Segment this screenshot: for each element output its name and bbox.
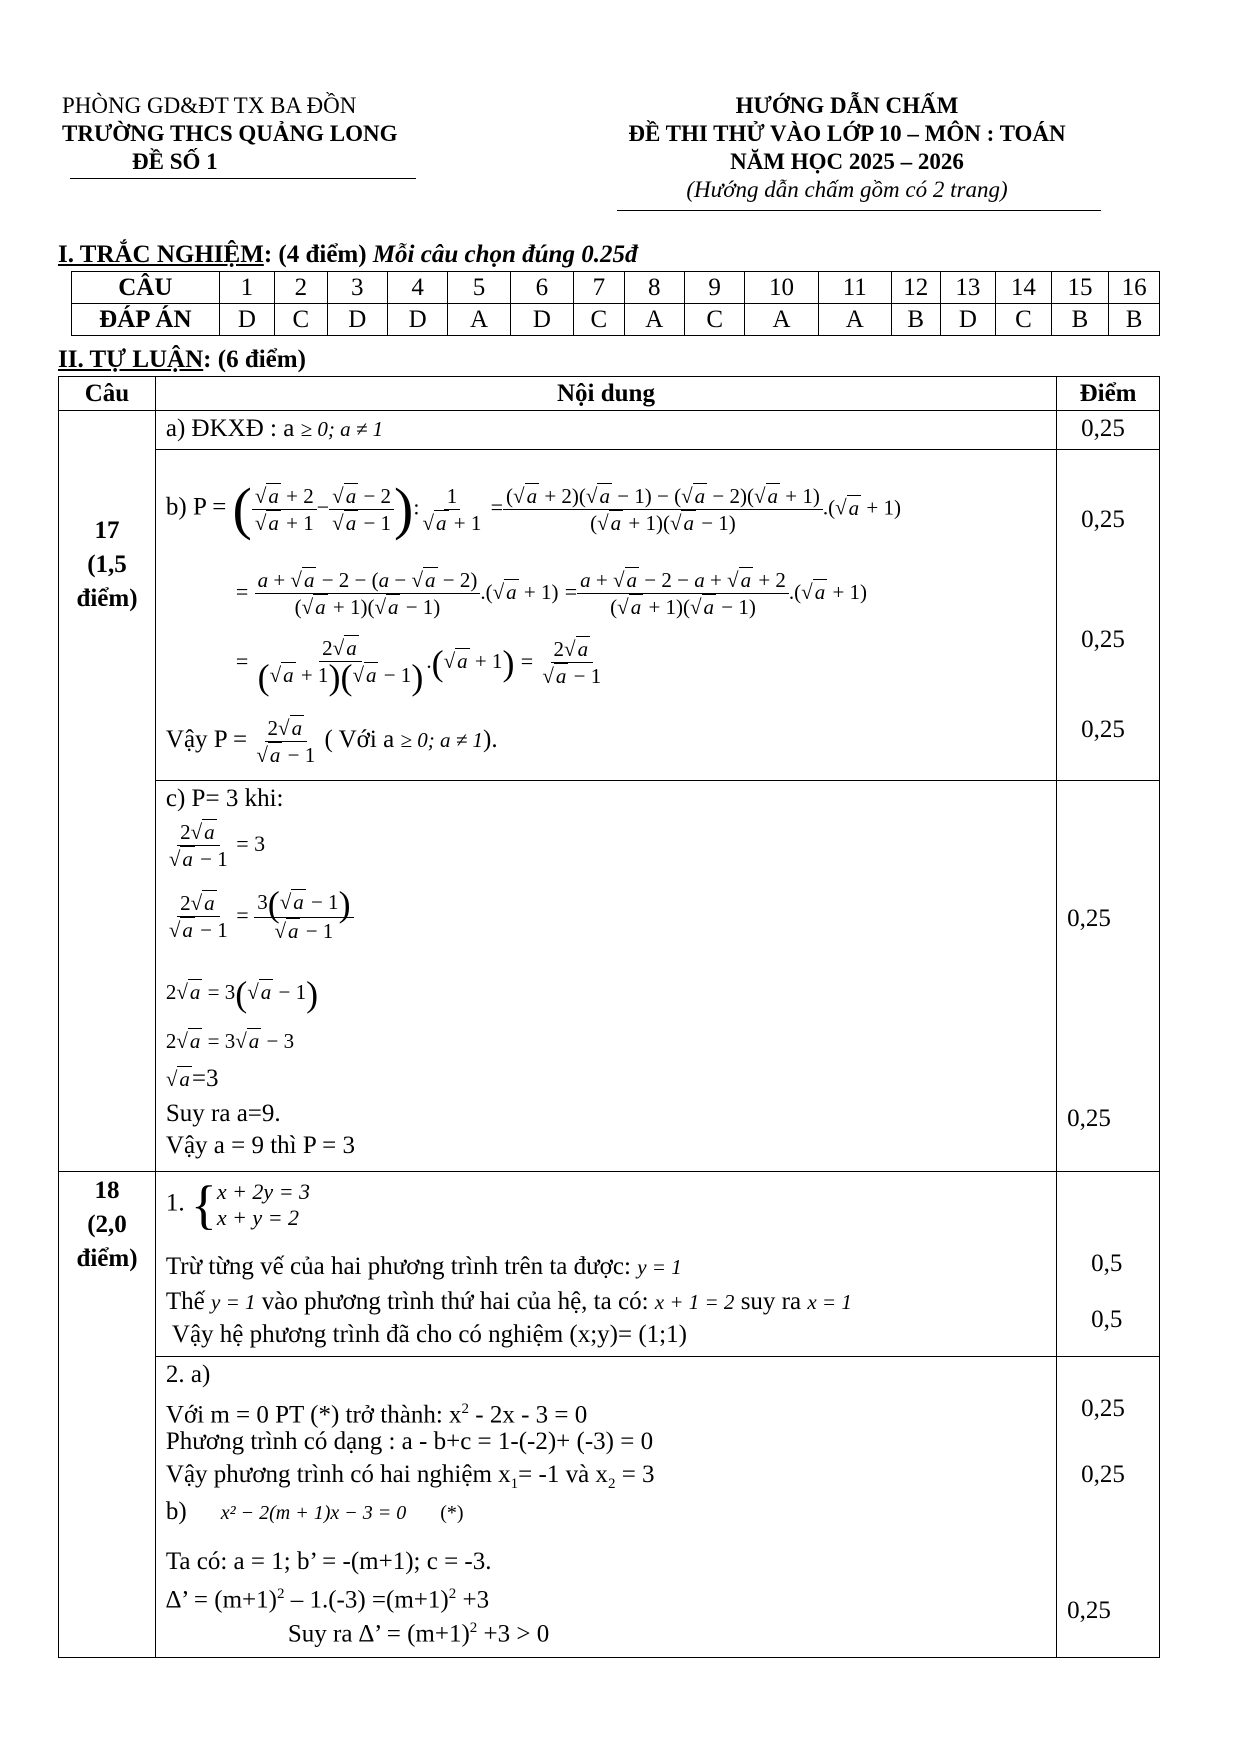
q-cell: 1: [219, 272, 274, 304]
essay-header-row: [59, 377, 1160, 411]
answer-cell: D: [940, 304, 996, 336]
q17b-line2: = $\frac{a + √a - 2 - (a - √a - 2)}{(√a + 1)(√a - 1)}$ .(√a + 1) = $\frac{a + √a - 2 - a + √a + 2}{(√a + 1)(√a - 1)}$ .(√a + 1): [235, 568, 868, 619]
q-cell: 10: [745, 272, 818, 304]
q17c-content: [155, 781, 1056, 1172]
page-note: (Hướng dẫn chấm gồm có 2 trang): [686, 177, 1008, 202]
q-cell: 12: [891, 272, 940, 304]
row-label-cau: CÂU: [72, 272, 220, 304]
q17c-vay: Vậy a = 9 thì P = 3: [165, 1132, 355, 1159]
q-cell: 14: [996, 272, 1052, 304]
q17-points-label: (1,5: [87, 551, 127, 578]
col-header-diem: Điểm: [1057, 377, 1160, 411]
q17a-row: [59, 411, 1160, 450]
answer-cell: B: [1051, 304, 1109, 336]
answer-cell: A: [745, 304, 818, 336]
q18-2a-line3: Vậy phương trình có hai nghiệm $x_1= -1$ và $x_2 = 3$: [165, 1461, 655, 1492]
q18-2-row: [59, 1357, 1160, 1658]
q-cell: 13: [940, 272, 996, 304]
right-header-rule: [617, 210, 1101, 211]
q17c-step2: $\frac{2√a}{√a - 1}$ = $\frac{3(√a - 1)}{√a - 1}$: [166, 889, 354, 944]
q17c-step1: $\frac{2√a}{√a - 1}$ = 3: [168, 820, 266, 871]
q18-2a-line2: Phương trình có dạng : a - b+c = 1-(-2)+ (-3) = 0: [165, 1428, 654, 1455]
q17a-points: 0,25: [1057, 411, 1160, 450]
answer-key-row-questions: [72, 272, 1160, 304]
q17b-content: [155, 450, 1056, 781]
q18-2b-suyra: Suy ra ∆’ = $(m+1)^2 +3 > 0$: [287, 1620, 550, 1648]
col-header-noi-dung: Nội dung: [155, 377, 1056, 411]
q17-diem-label: điểm): [76, 585, 138, 612]
guide-title: HƯỚNG DẪN CHẤM: [735, 93, 959, 118]
answer-cell: D: [510, 304, 573, 336]
q18-2b-eq: b) x² − 2(m + 1)x − 3 = 0 (*): [165, 1498, 464, 1525]
answer-key-row-answers: [72, 304, 1160, 336]
exam-number: ĐỀ SỐ 1: [132, 149, 218, 174]
q17c-step4: 2√a = 3√a − 3: [165, 1029, 295, 1053]
q-cell: 9: [684, 272, 744, 304]
q18-1-line1: Trừ từng vế của hai phương trình trên ta được: y = 1: [165, 1253, 682, 1280]
answer-cell: A: [624, 304, 684, 336]
exam-title: ĐỀ THI THỬ VÀO LỚP 10 – MÔN : TOÁN: [628, 121, 1066, 146]
school-name: TRƯỜNG THCS QUẢNG LONG: [62, 121, 398, 146]
answer-cell: C: [996, 304, 1052, 336]
q17c-points: 0,25 0,25: [1057, 781, 1160, 1172]
answer-cell: A: [818, 304, 891, 336]
q18-number: 18: [94, 1177, 120, 1204]
q18-2a-line1: Với m = 0 PT (*) trở thành: $x^2 - 2x - 3 = 0$: [165, 1401, 588, 1429]
q18-2b-taco: Ta có: a = 1; b’ = -(m+1); c = -3.: [165, 1548, 492, 1575]
q18-2-content: [155, 1357, 1056, 1658]
q17c-step3: 2√a = 3(√a − 1): [165, 974, 319, 1015]
part1-heading: [58, 241, 637, 269]
q-cell: 11: [818, 272, 891, 304]
answer-cell: B: [1109, 304, 1160, 336]
q17-label-cell: [59, 411, 156, 1172]
q17c-step5: √a=3: [165, 1065, 219, 1092]
q17-number: 17: [94, 517, 120, 544]
essay-table: [58, 376, 1160, 1658]
answer-cell: D: [327, 304, 387, 336]
part2-title: II. TỰ LUẬN: [58, 346, 204, 373]
answer-cell: C: [684, 304, 744, 336]
q-cell: 3: [327, 272, 387, 304]
school-dept: PHÒNG GD&ĐT TX BA ĐỒN: [62, 93, 357, 118]
q18-label-cell: [59, 1172, 156, 1658]
q17c-title: c) P= 3 khi:: [165, 785, 284, 812]
q17b-line3: = $\frac{2√a}{(√a + 1)(√a - 1)}$ .(√a + 1) = $\frac{2√a}{√a - 1}$: [235, 636, 602, 698]
q18-1-line3: Vậy hệ phương trình đã cho có nghiệm (x;y)= (1;1): [171, 1321, 687, 1348]
answer-cell: D: [219, 304, 274, 336]
answer-cell: D: [387, 304, 447, 336]
answer-cell: B: [891, 304, 940, 336]
col-header-cau: Câu: [59, 377, 156, 411]
q18-1-points: 0,5 0,5: [1057, 1172, 1160, 1357]
q18-2a-title: 2. a): [165, 1361, 211, 1388]
part2-heading: [58, 346, 306, 374]
q17b-line1: b) P = ( $\frac{√a + 2}{√a + 1}$ − $\frac{√a - 2}{√a - 1}$ ): $\frac{1}{√a + 1}$ = $\frac{(√a + 2)(√a - 1) - (√a - 2)(√a + 1)}{(√a + 1)(√a - 1)}$ .(√a + 1): [165, 476, 901, 541]
q17b-conclusion: Vậy P = $\frac{2√a}{√a - 1}$ ( Với a ≥ 0; a ≠ 1).: [165, 716, 498, 767]
q17c-suyra: Suy ra a=9.: [165, 1100, 281, 1127]
q18-system: 1. { x + 2y = 3 x + y = 2: [165, 1175, 311, 1235]
q-cell: 8: [624, 272, 684, 304]
q17b-row: [59, 450, 1160, 781]
school-year: NĂM HỌC 2025 – 2026: [730, 149, 964, 174]
q-cell: 6: [510, 272, 573, 304]
q17a-text: a) ĐKXĐ : a ≥ 0; a ≠ 1: [165, 415, 384, 442]
q17a-content: [155, 411, 1056, 450]
q-cell: 2: [275, 272, 327, 304]
q-cell: 4: [387, 272, 447, 304]
q17b-points: 0,25 0,25 0,25: [1057, 450, 1160, 781]
q-cell: 7: [574, 272, 625, 304]
q18-diem-label: điểm): [76, 1245, 138, 1272]
part1-note: Mỗi câu chọn đúng 0.25đ: [372, 241, 638, 268]
q-cell: 15: [1051, 272, 1109, 304]
left-header-rule: [70, 178, 416, 179]
answer-key-table: [71, 271, 1160, 336]
q18-1-line2: Thế y = 1 vào phương trình thứ hai của hệ, ta có: x + 1 = 2 suy ra x = 1: [165, 1288, 852, 1315]
part2-score: : (6 điểm): [203, 346, 306, 373]
part1-score: : (4 điểm): [263, 241, 373, 268]
q-cell: 5: [448, 272, 510, 304]
q18-1-row: [59, 1172, 1160, 1357]
answer-cell: C: [574, 304, 625, 336]
answer-cell: A: [448, 304, 510, 336]
q18-1-content: [155, 1172, 1056, 1357]
q-cell: 16: [1109, 272, 1160, 304]
q18-2b-delta: ∆’ = $(m+1)^2 - 1.(-3) =(m+1)^2 +3$: [165, 1586, 490, 1614]
q18-points-label: (2,0: [87, 1211, 127, 1238]
q17c-row: [59, 781, 1160, 1172]
part1-title: I. TRẮC NGHIỆM: [58, 241, 264, 268]
row-label-dap-an: ĐÁP ÁN: [72, 304, 220, 336]
answer-cell: C: [275, 304, 327, 336]
q18-2-points: 0,25 0,25 0,25: [1057, 1357, 1160, 1658]
